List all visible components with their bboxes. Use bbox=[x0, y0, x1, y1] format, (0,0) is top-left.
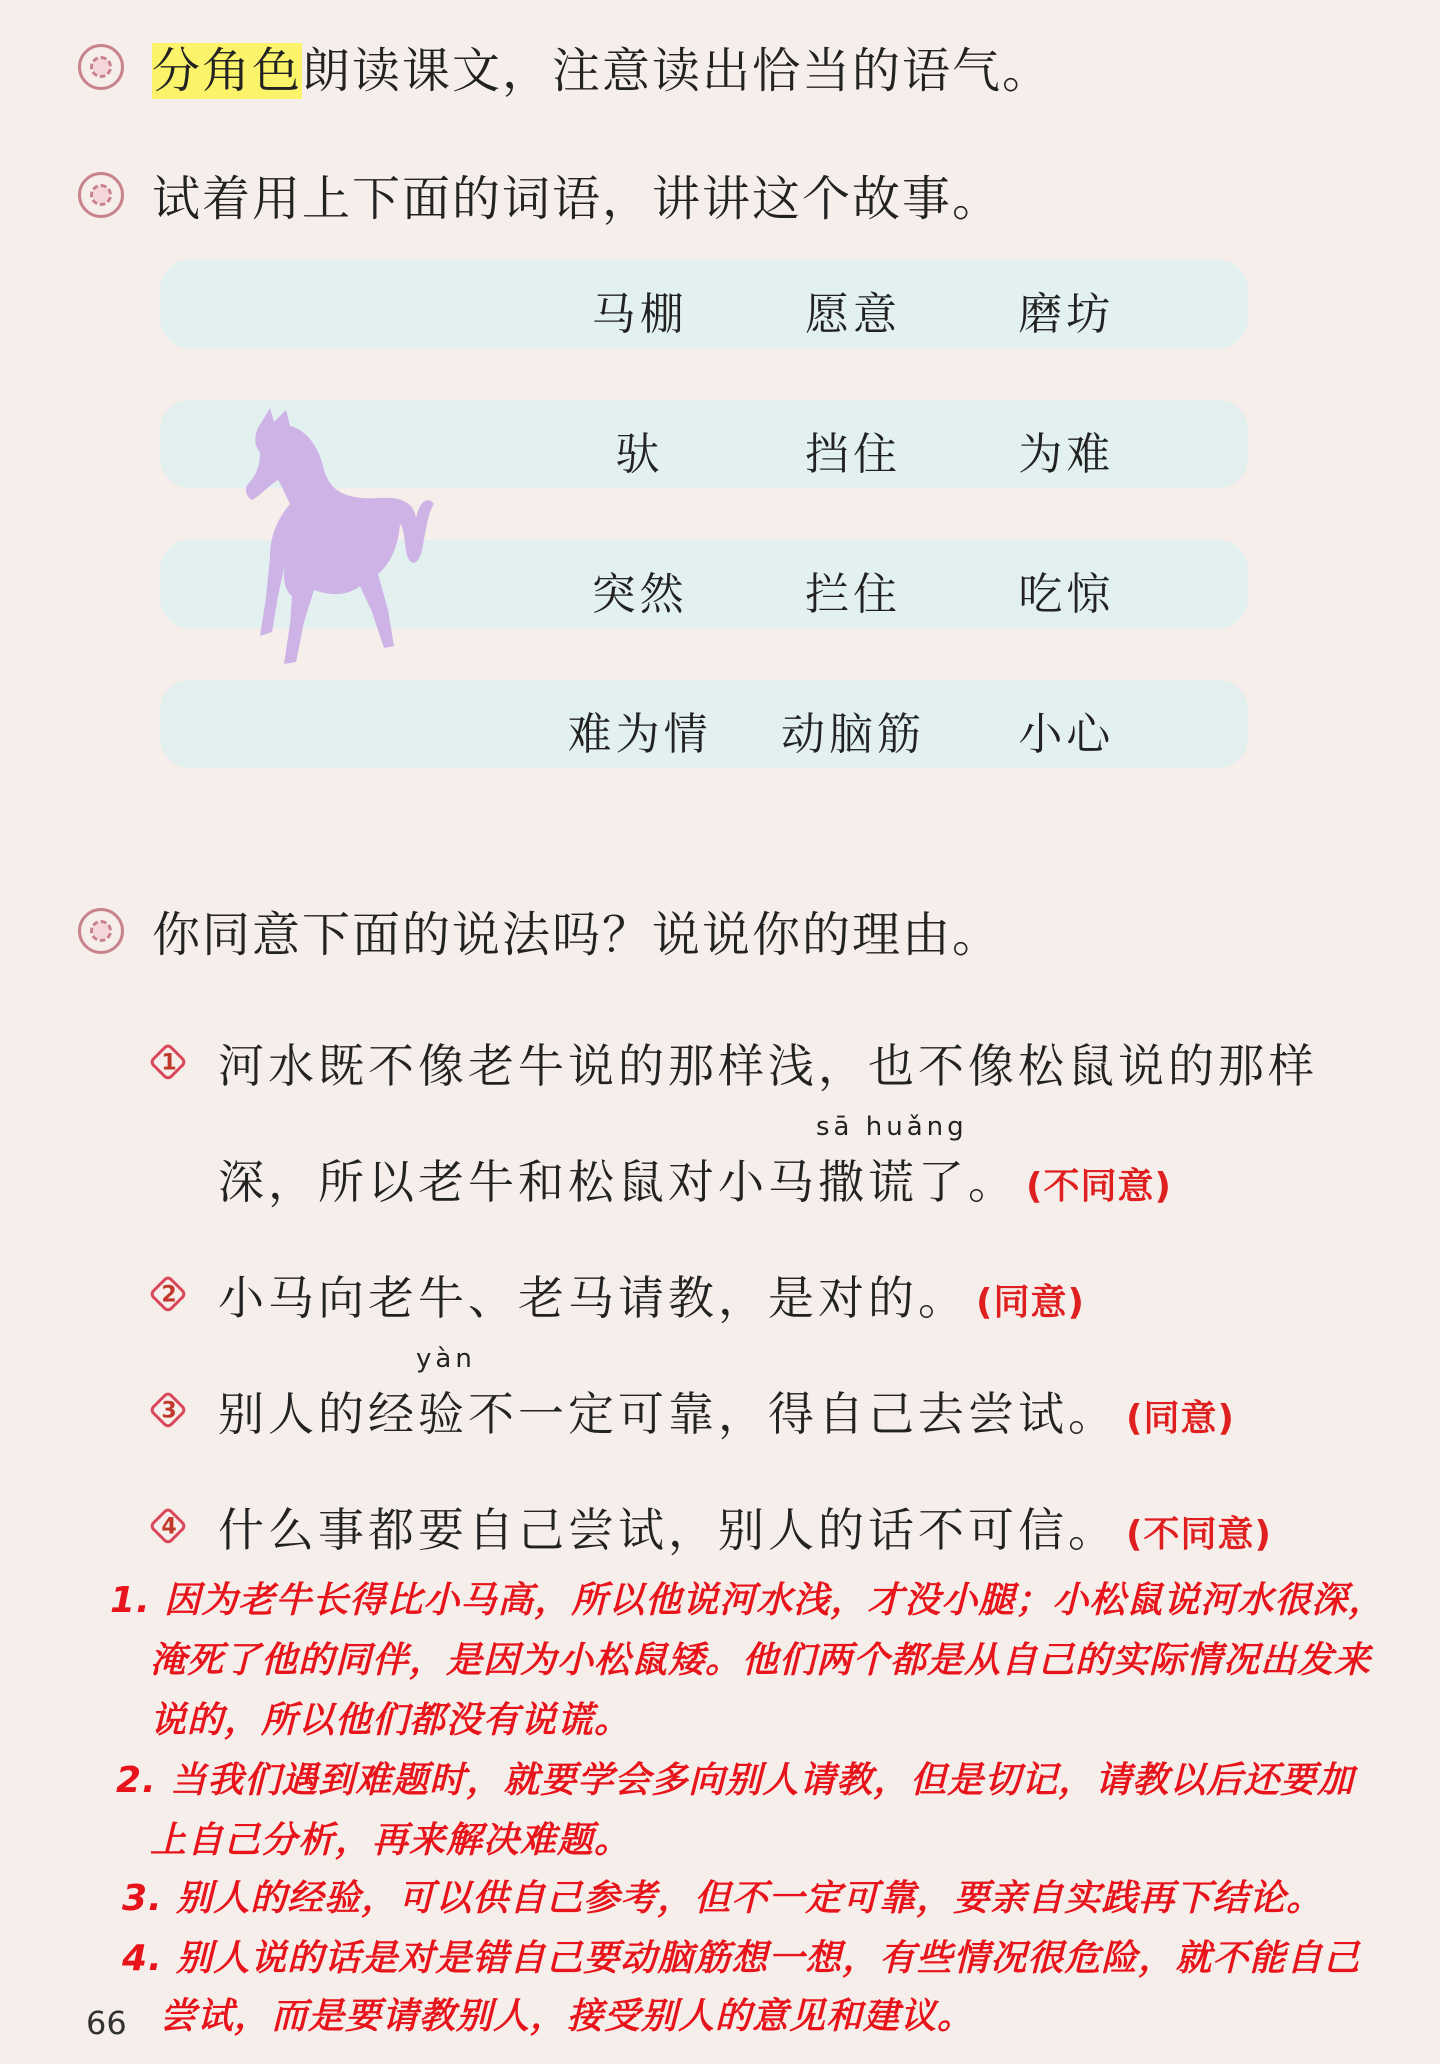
word-list bbox=[533, 278, 1173, 838]
highlighted-text: 分角色 bbox=[152, 43, 303, 99]
statement-text: 河水既不像老牛说的那样浅，也不像松鼠说的那样 bbox=[218, 1039, 1318, 1093]
word-item: 吃惊 bbox=[1018, 569, 1115, 620]
statement-2 bbox=[150, 1262, 1085, 1328]
word-item: 小心 bbox=[1018, 709, 1115, 760]
pinyin-annotation: yàn bbox=[416, 1344, 476, 1374]
horse-silhouette-icon bbox=[238, 400, 438, 670]
answer-mark: (同意) bbox=[1126, 1398, 1235, 1439]
diamond-number-icon: 4 bbox=[150, 1508, 188, 1546]
statement-4 bbox=[150, 1494, 1272, 1560]
handwritten-line: 1. 因为老牛长得比小马高，所以他说河水浅，才没小腿；小松鼠说河水很深， bbox=[110, 1580, 1386, 1621]
word-item: 突然 bbox=[591, 569, 688, 620]
page-number: 66 bbox=[86, 2004, 127, 2042]
word-item: 拦住 bbox=[804, 569, 901, 620]
statement-text: 什么事都要自己尝试，别人的话不可信。 bbox=[218, 1503, 1118, 1557]
handwritten-line: 3. 别人的经验，可以供自己参考，但不一定可靠，要亲自实践再下结论。 bbox=[122, 1878, 1324, 1919]
word-item: 难为情 bbox=[567, 709, 712, 760]
word-item: 磨坊 bbox=[1018, 289, 1115, 340]
handwritten-line: 尝试，而是要请教别人，接受别人的意见和建议。 bbox=[160, 1996, 975, 2037]
statement-1 bbox=[150, 1030, 1318, 1096]
word-item: 为难 bbox=[1018, 429, 1115, 480]
word-item: 驮 bbox=[615, 429, 664, 480]
task-text: 你同意下面的说法吗？说说你的理由。 bbox=[152, 907, 1003, 963]
answer-mark: (不同意) bbox=[1026, 1166, 1172, 1207]
task-agree bbox=[78, 896, 1002, 965]
word-item: 动脑筋 bbox=[780, 709, 925, 760]
pinyin-annotation: sā huǎng bbox=[816, 1112, 968, 1142]
task-read-roles bbox=[78, 32, 1052, 101]
word-item: 马棚 bbox=[591, 289, 688, 340]
handwritten-line: 淹死了他的同伴，是因为小松鼠矮。他们两个都是从自己的实际情况出发来 bbox=[150, 1640, 1372, 1681]
statement-3: 3 别人的经 yàn 验不一定可靠，得自己去尝试。 (同意) bbox=[150, 1378, 1235, 1444]
answer-mark: (不同意) bbox=[1126, 1514, 1272, 1555]
handwritten-line: 2. 当我们遇到难题时，就要学会多向别人请教，但是切记，请教以后还要加 bbox=[116, 1760, 1355, 1801]
diamond-number-icon: 3 bbox=[150, 1392, 188, 1430]
word-panel bbox=[148, 250, 1248, 790]
handwritten-line: 4. 别人说的话是对是错自己要动脑筋想一想，有些情况很危险，就不能自己 bbox=[122, 1938, 1361, 1979]
task-text: 试着用上下面的词语，讲讲这个故事。 bbox=[152, 171, 1003, 227]
word-item: 挡住 bbox=[804, 429, 901, 480]
handwritten-line: 上自己分析，再来解决难题。 bbox=[150, 1820, 632, 1861]
handwritten-line: 说的，所以他们都没有说谎。 bbox=[150, 1700, 632, 1741]
task-text-rest: 朗读课文，注意读出恰当的语气。 bbox=[302, 43, 1053, 99]
statement-1-line-2: 深，所以老牛和松鼠对小马 sā huǎng 撒谎了。 (不同意) bbox=[218, 1112, 1172, 1209]
task-tell-story bbox=[78, 160, 1002, 229]
diamond-number-icon: 2 bbox=[150, 1276, 188, 1314]
flower-seal-icon bbox=[78, 172, 124, 218]
statement-text: 小马向老牛、老马请教，是对的。 bbox=[218, 1271, 968, 1325]
flower-seal-icon bbox=[78, 44, 124, 90]
word-item: 愿意 bbox=[804, 289, 901, 340]
flower-seal-icon bbox=[78, 908, 124, 954]
answer-mark: (同意) bbox=[976, 1282, 1085, 1323]
diamond-number-icon: 1 bbox=[150, 1044, 188, 1082]
